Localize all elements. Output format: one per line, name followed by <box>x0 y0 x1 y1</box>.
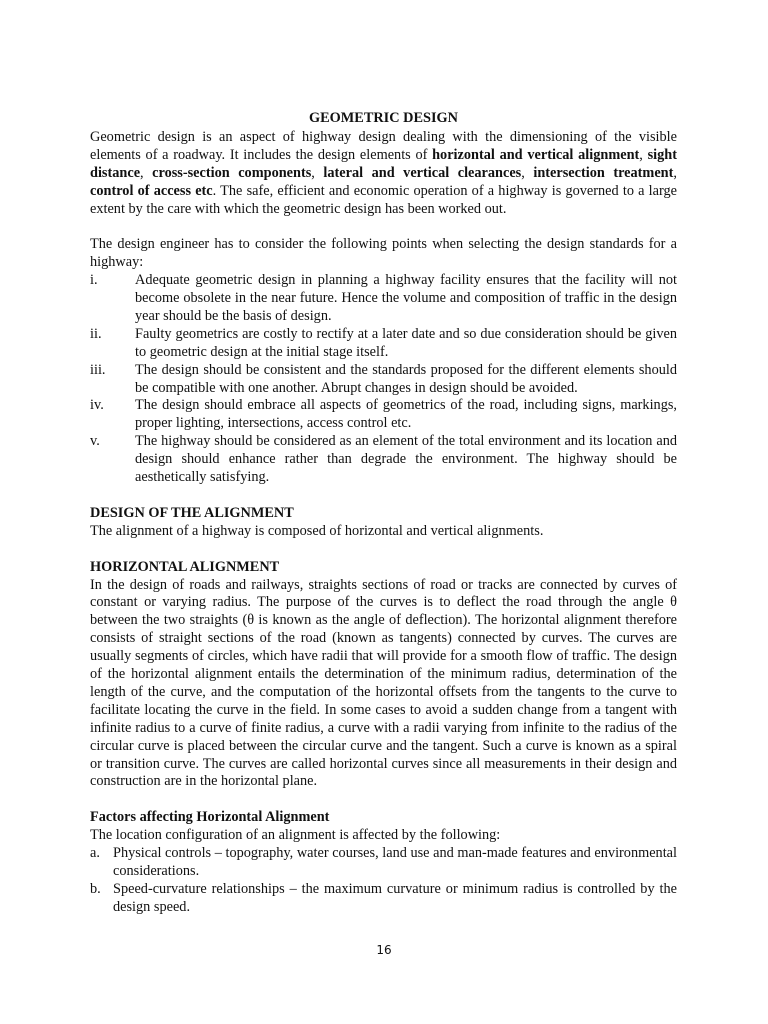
alignment-heading: DESIGN OF THE ALIGNMENT <box>90 504 294 521</box>
list-text: The highway should be considered as an element of the total environment and its location and design should enhance rather than degrade the environment. The highway should be aesthetically satisfying. <box>135 433 677 486</box>
alignment-paragraph: The alignment of a highway is composed of horizontal and vertical alignments. <box>90 522 544 539</box>
intro-separator: , <box>639 146 648 163</box>
list-item <box>90 272 677 326</box>
page-number: 16 <box>376 943 392 957</box>
intro-separator: , <box>521 164 534 181</box>
list-item <box>90 845 677 881</box>
factors-intro: The location configuration of an alignment is affected by the following: <box>90 827 501 844</box>
intro-text: . The safe, efficient and economic operation of a highway is governed to a large extent by the care with which the geometric design has been worked out. <box>90 182 677 217</box>
horizontal-heading: HORIZONTAL ALIGNMENT <box>90 558 280 575</box>
list-text: Physical controls – topography, water courses, land use and man-made features and environmental considerations. <box>113 845 677 879</box>
intro-term: horizontal and vertical alignment <box>432 146 640 163</box>
page-title: GEOMETRIC DESIGN <box>309 110 458 126</box>
list-number: iv. <box>90 397 104 414</box>
intro-term: sight distance <box>90 146 678 181</box>
document-page <box>90 110 677 917</box>
list-text: Speed-curvature relationships – the maximum curvature or minimum radius is controlled by the design speed. <box>113 880 677 915</box>
list-item <box>90 362 677 398</box>
list-item <box>90 397 677 433</box>
list-item <box>90 433 677 487</box>
intro-separator: , <box>673 164 677 181</box>
horizontal-paragraph: In the design of roads and railways, straights sections of road or tracks are connected by curves of constant or varying radius. The purpose of the curves is to deflect the road through the angle θ between the two straights (θ is known as the angle of deflection). The horizontal alignment therefore consists of straight sections of the road (known as tangents) connected by curves. The curves are usually segments of circles, which have radii that will provide for a smooth flow of traffic. The design of the horizontal alignment entails the determination of the minimum radius, determination of the length of the curve, and the computation of the horizontal offsets from the tangents to the curve to facilitate locating the curve in the field. In some cases to avoid a sudden change from a tangent with infinite radius to a curve of finite radius, a curve with a radii varying from infinite to the radius of the circular curve is placed between the circular curve and the tangent. Such a curve is known as a spiral or transition curve. The curves are called horizontal curves since all measurements in their design and construction are in the horizontal plane. <box>90 576 677 790</box>
list-letter: b. <box>90 880 101 897</box>
list-text: The design should be consistent and the standards proposed for the different elements should be compatible with one another. Abrupt changes in design should be avoided. <box>135 361 677 396</box>
list-item <box>90 881 677 917</box>
list-text: Adequate geometric design in planning a highway facility ensures that the facility will not become obsolete in the near future. Hence the volume and composition of traffic in the design year should be the basis of design. <box>135 272 677 324</box>
intro-term: cross-section components <box>152 164 312 181</box>
list-number: i. <box>90 272 98 289</box>
intro-text: Geometric design is an aspect of highway design dealing with the dimensioning of the visible elements of a roadway. It includes the design elements of <box>90 128 677 163</box>
intro-separator: , <box>311 164 324 181</box>
list-item <box>90 326 677 362</box>
list-number: ii. <box>90 325 102 342</box>
design-points-list <box>90 272 677 487</box>
list-letter: a. <box>90 845 100 862</box>
intro-term: control of access etc <box>90 182 213 199</box>
intro-term: lateral and vertical clearances <box>323 164 522 181</box>
intro-separator: , <box>140 164 153 181</box>
list-number: v. <box>90 433 100 450</box>
intro-paragraph <box>90 129 677 219</box>
list-number: iii. <box>90 361 106 378</box>
list-text: Faulty geometrics are costly to rectify at a later date and so due consideration should be given to geometric design at the initial stage itself. <box>135 325 677 360</box>
intro-term: intersection treatment <box>533 164 674 181</box>
factors-list <box>90 845 677 917</box>
points-intro: The design engineer has to consider the following points when selecting the design standards for a highway: <box>90 236 677 271</box>
list-text: The design should embrace all aspects of geometrics of the road, including signs, markings, proper lighting, intersections, access control etc. <box>135 397 677 432</box>
factors-heading: Factors affecting Horizontal Alignment <box>90 809 330 826</box>
